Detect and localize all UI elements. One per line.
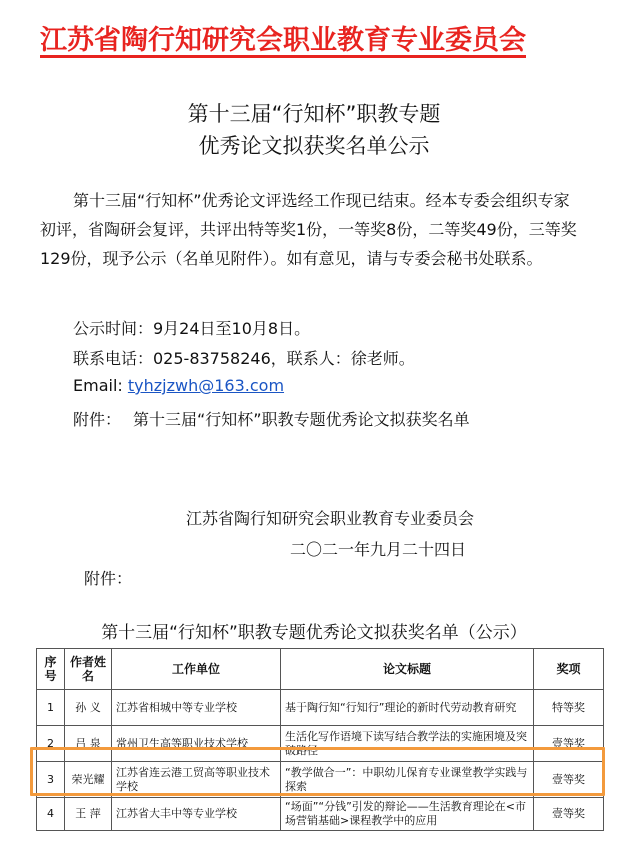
- award-table: [36, 648, 604, 831]
- attachment-name: 第十三届“行知杯”职教专题优秀论文拟获奖名单: [133, 410, 470, 429]
- cell-award: 壹等奖: [534, 762, 604, 798]
- header-unit: 工作单位: [112, 649, 281, 690]
- table-row: [37, 798, 604, 831]
- notice-contact: 联系电话：025-83758246，联系人：徐老师。: [73, 349, 415, 368]
- notice-title-line2: 优秀论文拟获奖名单公示: [198, 134, 430, 158]
- header-paper: 论文标题: [281, 649, 534, 690]
- cell-author: 孙 义: [65, 690, 112, 726]
- cell-author: 荣光耀: [65, 762, 112, 798]
- cell-unit: 常州卫生高等职业技术学校: [112, 726, 281, 762]
- cell-paper: 生活化写作语境下读写结合教学法的实施困境及突破路径: [281, 726, 534, 762]
- cell-unit: 江苏省相城中等专业学校: [112, 690, 281, 726]
- notice-title-line1: 第十三届“行知杯”职教专题: [187, 102, 441, 126]
- cell-unit: 江苏省连云港工贸高等职业技术学校: [112, 762, 281, 798]
- cell-paper: “教学做合一”：中职幼儿保育专业课堂教学实践与探索: [281, 762, 534, 798]
- header-award: 奖项: [534, 649, 604, 690]
- row-highlight-box: [30, 747, 605, 796]
- attachment-heading: 附件：: [84, 569, 133, 588]
- cell-no: 1: [37, 690, 65, 726]
- table-header-row: [37, 649, 604, 690]
- cell-award: 壹等奖: [534, 726, 604, 762]
- notice-body: 第十三届“行知杯”优秀论文评选经工作现已结束。经本专委会组织专家初评，省陶研会复评，共评出特等奖1份，一等奖8份，二等奖49份，三等奖129份，现予公示（名单见附件）。如有意见，请与专委会秘书处联系。: [40, 191, 577, 268]
- table-title: 第十三届“行知杯”职教专题优秀论文拟获奖名单（公示）: [101, 623, 527, 643]
- notice-attachment-line: [73, 407, 470, 430]
- cell-paper: “场面”“分钱”引发的辩论——生活教育理论在<市场营销基础>课程教学中的应用: [281, 798, 534, 831]
- cell-award: 特等奖: [534, 690, 604, 726]
- notice-email-line: [73, 376, 284, 395]
- email-label: Email:: [73, 376, 128, 395]
- email-link[interactable]: tyhzjzwh@163.com: [127, 376, 285, 395]
- cell-no: 4: [37, 798, 65, 831]
- notice-period: 公示时间：9月24日至10月8日。: [73, 319, 311, 338]
- attachment-label: 附件：: [73, 410, 122, 429]
- cell-no: 2: [37, 726, 65, 762]
- cell-no: 3: [37, 762, 65, 798]
- cell-award: 壹等奖: [534, 798, 604, 831]
- org-header-title: 江苏省陶行知研究会职业教育专业委员会: [40, 25, 526, 56]
- cell-paper: 基于陶行知“行知行”理论的新时代劳动教育研究: [281, 690, 534, 726]
- cell-author: 王 萍: [65, 798, 112, 831]
- signature-org: 江苏省陶行知研究会职业教育专业委员会: [186, 509, 475, 528]
- signature-date: 二〇二一年九月二十四日: [290, 540, 467, 559]
- table-row: [37, 690, 604, 726]
- cell-unit: 江苏省大丰中等专业学校: [112, 798, 281, 831]
- cell-author: 吕 泉: [65, 726, 112, 762]
- header-author: 作者姓名: [65, 649, 112, 690]
- header-no: 序号: [37, 649, 65, 690]
